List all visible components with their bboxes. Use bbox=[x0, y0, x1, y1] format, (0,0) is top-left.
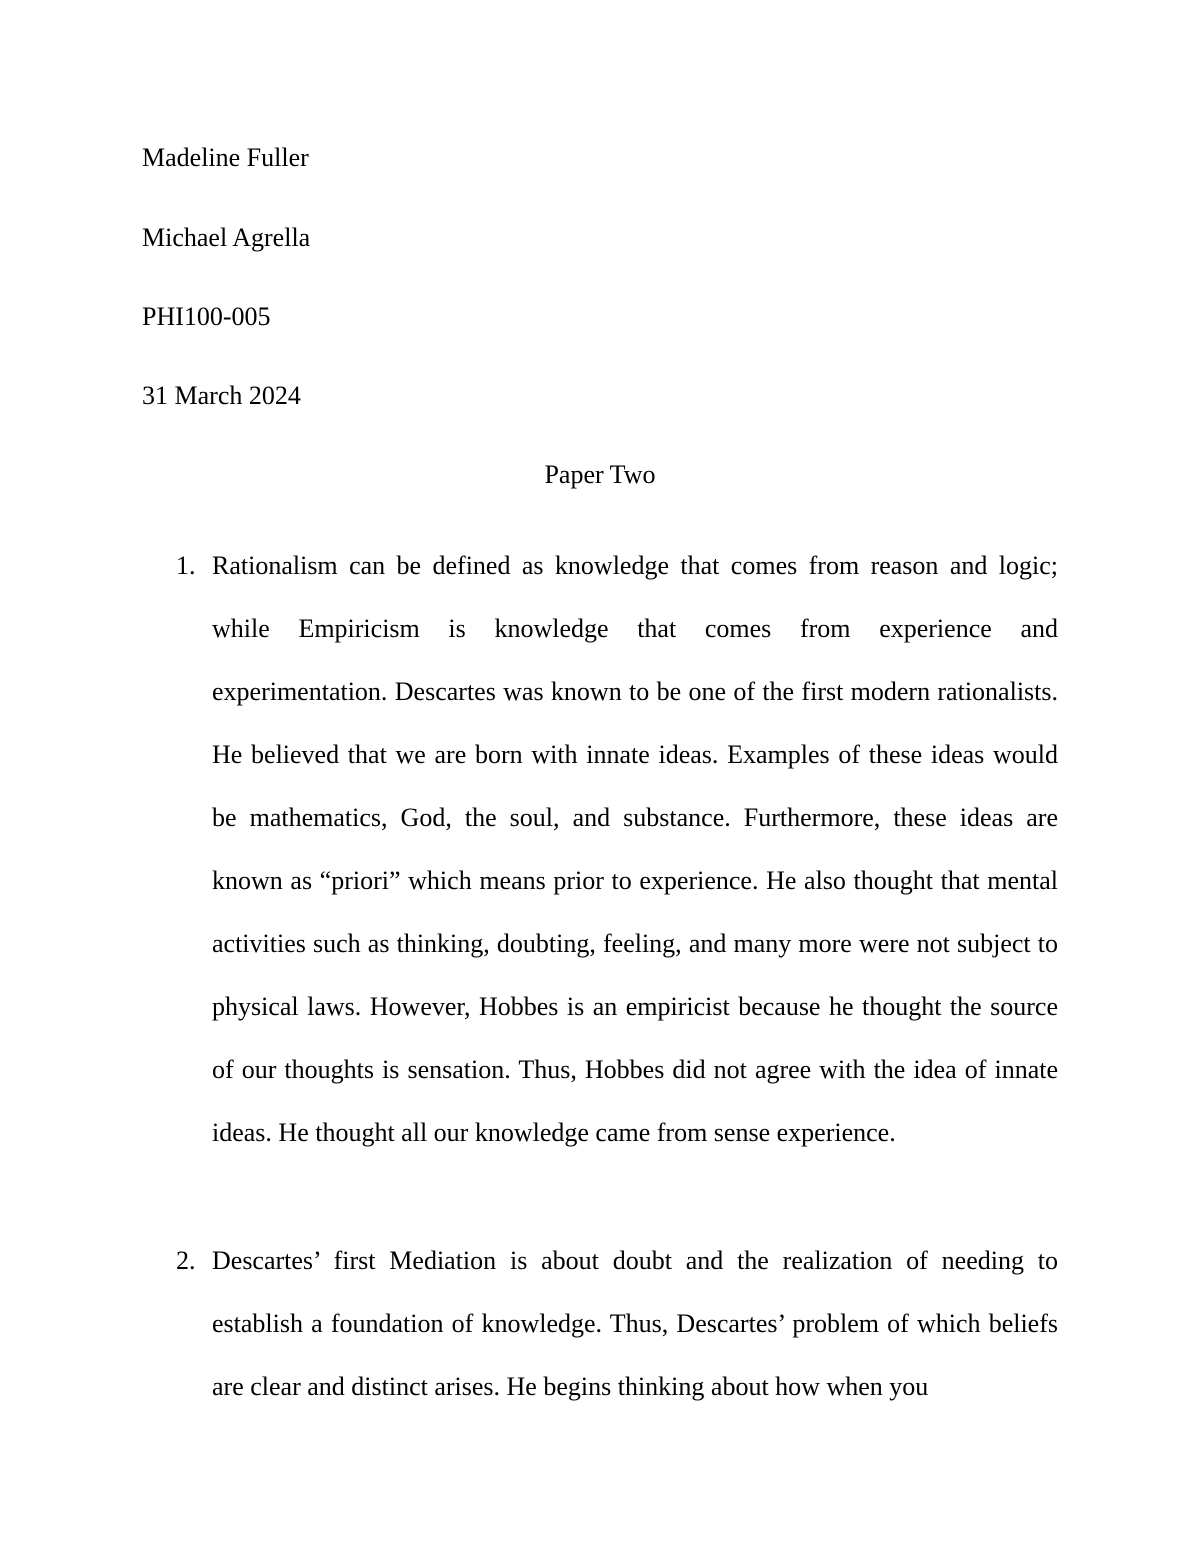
paper-title: Paper Two bbox=[544, 460, 656, 489]
date: 31 March 2024 bbox=[142, 381, 301, 410]
list-item-number: 1. bbox=[176, 551, 196, 580]
student-name: Madeline Fuller bbox=[142, 143, 309, 172]
instructor-name: Michael Agrella bbox=[142, 223, 311, 252]
list-item-text: Rationalism can be defined as knowledge that comes from reason and logic; while Empiricism is knowledge that comes from experience and experimentation. Descartes was known to be one of the first modern rationalists. He believed that we are born with innate ideas. Examples of these ideas would be mathematics, God, the soul, and substance. Furthermore, these ideas are known as “priori” which means prior to experience. He also thought that mental activities such as thinking, doubting, feeling, and many more were not subject to physical laws. However, Hobbes is an empiricist because he thought the source of our thoughts is sensation. Thus, Hobbes did not agree with the idea of innate ideas. He thought all our knowledge came from sense experience. bbox=[212, 551, 1058, 1147]
list-item-text: Descartes’ first Mediation is about doubt and the realization of needing to establish a foundation of knowledge. Thus, Descartes’ problem of which beliefs are clear and distinct arises. He begins thinking about how when you bbox=[212, 1246, 1058, 1401]
list-item-number: 2. bbox=[176, 1246, 196, 1275]
course-code: PHI100-005 bbox=[142, 302, 271, 331]
